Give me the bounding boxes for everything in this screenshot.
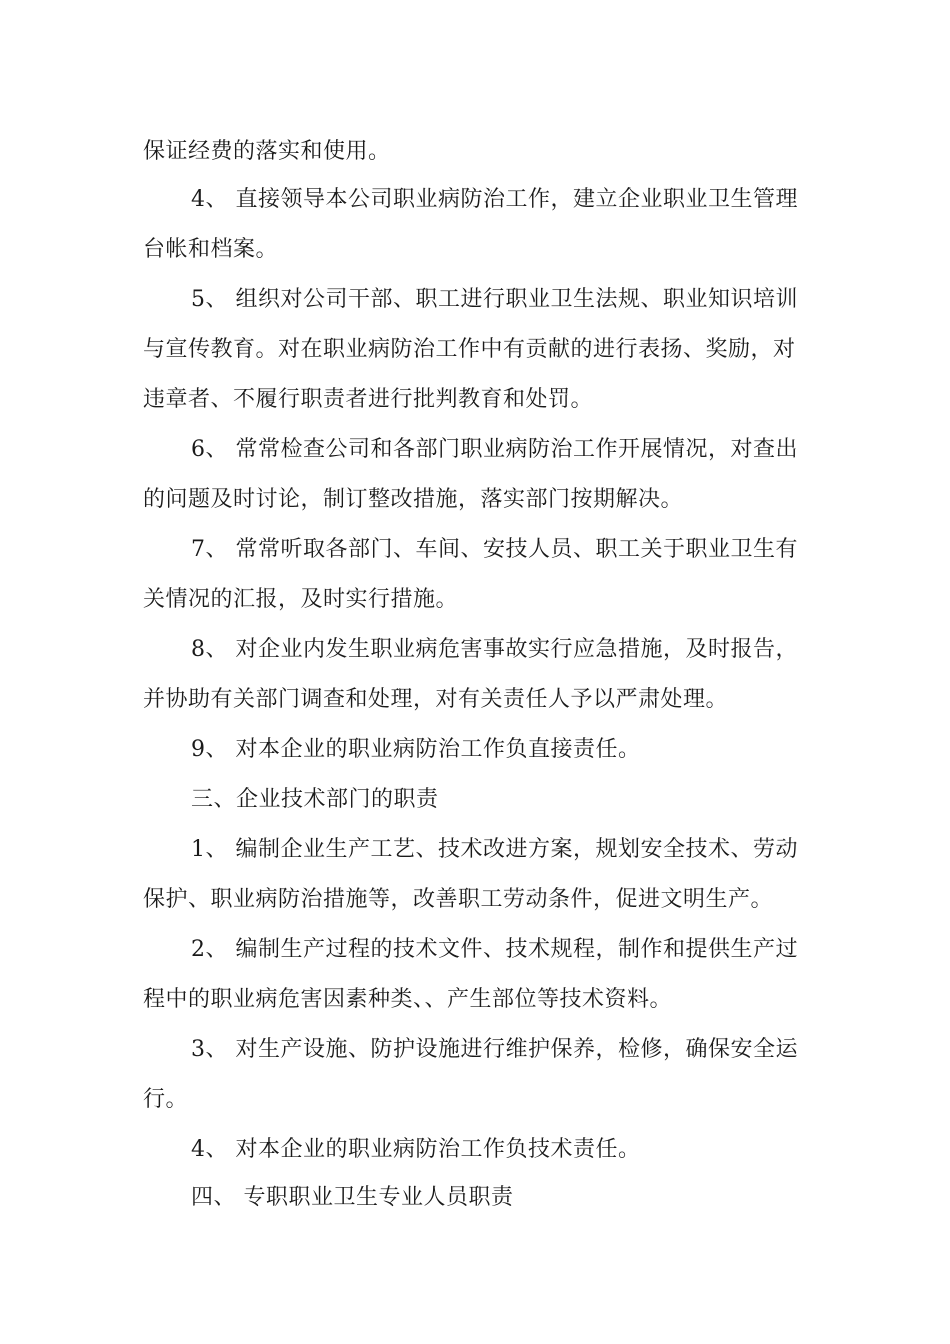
text-line: 并协助有关部门调查和处理，对有关责任人予以严肃处理。 (143, 687, 729, 712)
text-line: 4、 对本企业的职业病防治工作负技术责任。 (191, 1137, 641, 1162)
text-line: 1、 编制企业生产工艺、技术改进方案，规划安全技术、劳动 (191, 837, 798, 862)
text-line: 7、 常常听取各部门、车间、安技人员、职工关于职业卫生有 (191, 537, 798, 562)
text-line: 台帐和档案。 (143, 237, 279, 262)
section-heading: 三、企业技术部门的职责 (191, 787, 439, 812)
text-line: 程中的职业病危害因素种类、、产生部位等技术资料。 (143, 987, 673, 1012)
text-line: 关情况的汇报，及时实行措施。 (143, 587, 459, 612)
text-line: 保证经费的落实和使用。 (143, 139, 391, 164)
text-line: 5、 组织对公司干部、职工进行职业卫生法规、职业知识培训 (191, 287, 798, 312)
text-line: 4、 直接领导本公司职业病防治工作，建立企业职业卫生管理 (191, 187, 798, 212)
section-heading: 四、 专职职业卫生专业人员职责 (191, 1185, 514, 1210)
text-line: 6、 常常检查公司和各部门职业病防治工作开展情况，对查出 (191, 437, 798, 462)
text-line: 2、 编制生产过程的技术文件、技术规程，制作和提供生产过 (191, 937, 798, 962)
text-line: 3、 对生产设施、防护设施进行维护保养，检修，确保安全运 (191, 1037, 798, 1062)
text-line: 行。 (143, 1087, 189, 1112)
text-line: 与宣传教育。对在职业病防治工作中有贡献的进行表扬、奖励，对 (143, 337, 796, 362)
text-line: 的问题及时讨论，制订整改措施，落实部门按期解决。 (143, 487, 684, 512)
text-line: 保护、职业病防治措施等，改善职工劳动条件，促进文明生产。 (143, 887, 774, 912)
text-line: 违章者、不履行职责者进行批判教育和处罚。 (143, 387, 594, 412)
text-line: 9、 对本企业的职业病防治工作负直接责任。 (191, 737, 641, 762)
text-line: 8、 对企业内发生职业病危害事故实行应急措施，及时报告， (191, 637, 798, 662)
